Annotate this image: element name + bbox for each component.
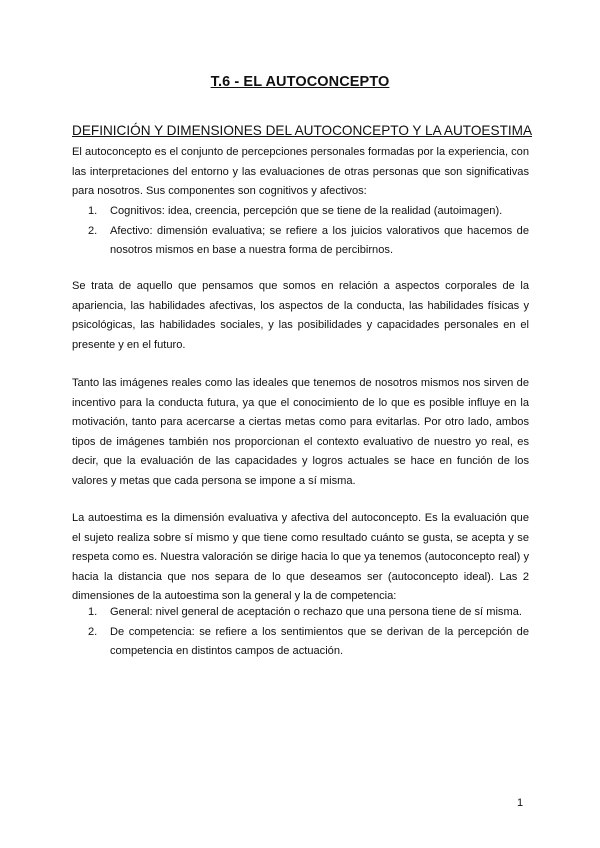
list-number: 2. — [88, 625, 98, 638]
list-number: 1. — [88, 205, 98, 217]
section-heading: DEFINICIÓN Y DIMENSIONES DEL AUTOCONCEPTO Y LA AUTOESTIMA — [72, 123, 533, 138]
list-number: 1. — [88, 606, 98, 618]
list-item — [72, 623, 529, 662]
list-item-text: General: nivel general de aceptación o rechazo que una persona tiene de sí misma. — [110, 606, 522, 618]
page-title: T.6 - EL AUTOCONCEPTO — [210, 74, 390, 90]
list-number: 2. — [88, 224, 98, 237]
paragraph-definition: El autoconcepto es el conjunto de percepciones personales formadas por la experiencia, con las interpretaciones del entorno y las evaluaciones de otras personas que son significativas para nosotros. Sus componentes son cognitivos y afectivos: — [72, 146, 529, 198]
list-item — [72, 603, 529, 623]
list-item — [72, 222, 529, 261]
paragraph-autoestima: La autoestima es la dimensión evaluativa y afectiva del autoconcepto. Es la evaluación que el sujeto realiza sobre sí mismo y que tiene como resultado cuánto se gusta, se acepta y se respeta como es. Nuestra valoración se dirige hacia lo que ya tenemos (autoconcepto real) y hacia la distancia que nos separa de lo que deseamos ser (autoconcepto ideal). Las 2 dimensiones de la autoestima son la general y la de competencia: — [72, 512, 529, 603]
paragraph-images: Tanto las imágenes reales como las ideales que tenemos de nosotros mismos nos sirven de incentivo para la conducta futura, ya que el conocimiento de lo que es posible influye en la motivación, tanto para acercarse a ciertas metas como para evitarlas. Por otro lado, ambos tipos de imágenes también nos proporcionan el contexto evaluativo de nuestro yo real, es decir, que la evaluación de las capacidades y logros actuales se hace en función de los valores y metas que cada persona se impone a sí misma. — [72, 377, 529, 487]
list-item-text: Afectivo: dimensión evaluativa; se refiere a los juicios valorativos que hacemos de nosotros mismos en base a nuestra forma de percibirnos. — [110, 224, 529, 257]
paragraph-aspects: Se trata de aquello que pensamos que somos en relación a aspectos corporales de la apariencia, las habilidades afectivas, los aspectos de la conducta, las habilidades físicas y psicológicas, las habilidades sociales, y las posibilidades y capacidades personales en el presente y en el futuro. — [72, 280, 529, 351]
list-item-text: De competencia: se refiere a los sentimientos que se derivan de la percepción de competencia en distintos campos de actuación. — [110, 625, 529, 658]
page-number: 1 — [517, 797, 524, 809]
components-list — [72, 202, 529, 261]
dimensions-list — [72, 603, 529, 662]
list-item-text: Cognitivos: idea, creencia, percepción que se tiene de la realidad (autoimagen). — [110, 205, 503, 217]
list-item — [72, 202, 529, 222]
